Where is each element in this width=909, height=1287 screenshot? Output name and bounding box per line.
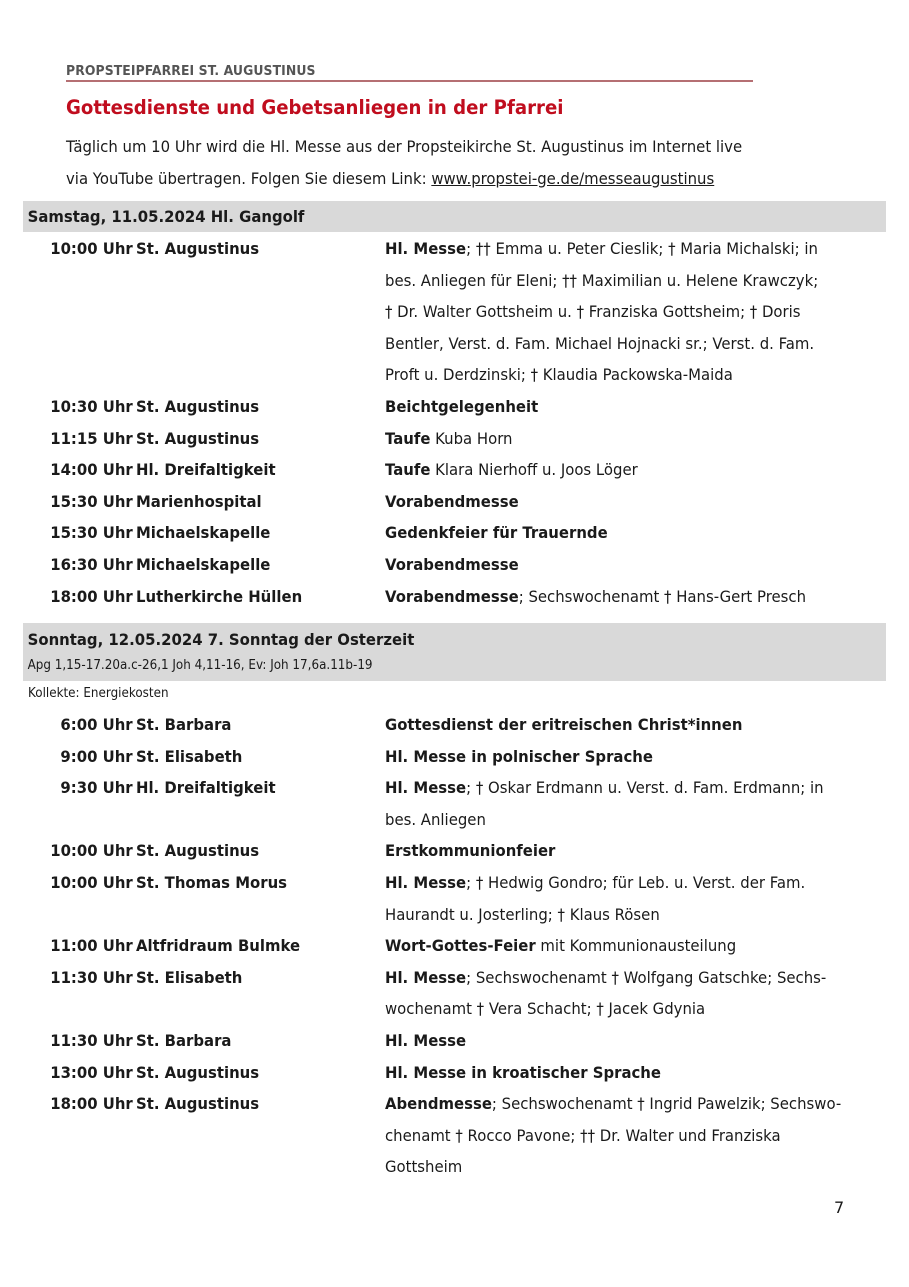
description-line	[385, 391, 850, 423]
schedule-entry	[0, 233, 909, 391]
intro-line-2-text: via YouTube übertragen. Folgen Sie diesem Link:	[66, 168, 432, 188]
entry-place: Michaelskapelle	[136, 554, 271, 574]
intentions-text: ; † Hedwig Gondro; für Leb. u. Verst. der Fam.	[466, 872, 806, 892]
schedule-entry	[0, 581, 909, 613]
schedule-entry	[0, 1088, 909, 1183]
entry-place: St. Augustinus	[136, 396, 260, 416]
service-type: Hl. Messe in polnischer Sprache	[385, 746, 653, 766]
intentions-text: bes. Anliegen für Eleni; †† Maximilian u. Helene Krawczyk;	[385, 270, 819, 290]
entry-time: 14:00 Uhr	[50, 460, 133, 480]
entry-time: 16:30 Uhr	[50, 554, 133, 574]
service-type: Vorabendmesse	[385, 554, 519, 574]
intentions-text: ; Sechswochenamt † Wolfgang Gatschke; Sechs-	[466, 967, 827, 987]
service-type: Hl. Messe	[385, 967, 467, 987]
description-line	[385, 741, 850, 773]
entry-description	[385, 581, 885, 613]
description-line	[385, 423, 850, 455]
description-line	[385, 517, 850, 549]
description-line	[385, 1057, 850, 1089]
description-line	[385, 549, 850, 581]
intro-line-2	[66, 163, 791, 195]
day-heading: Sonntag, 12.05.2024 7. Sonntag der Osterzeit	[27, 630, 415, 649]
service-type: Taufe	[385, 428, 431, 448]
schedule-entry	[0, 486, 909, 518]
entry-description	[385, 1088, 885, 1183]
schedule-entry	[0, 835, 909, 867]
entry-time: 9:30 Uhr	[60, 778, 133, 798]
entry-place: St. Augustinus	[136, 428, 260, 448]
description-line	[385, 265, 850, 297]
entry-place: St. Thomas Morus	[136, 872, 288, 892]
day-readings: Apg 1,15-17.20a.c-26,1 Joh 4,11-16, Ev: Joh 17,6a.11b-19	[27, 658, 373, 673]
entry-description	[385, 454, 885, 486]
service-type: Taufe	[385, 460, 431, 480]
description-line	[385, 359, 850, 391]
entry-time: 11:30 Uhr	[50, 1030, 133, 1050]
entry-place: St. Elisabeth	[136, 967, 243, 987]
entry-place: Hl. Dreifaltigkeit	[136, 460, 276, 480]
schedule-entry	[0, 423, 909, 455]
entry-place: St. Augustinus	[136, 1062, 260, 1082]
service-type: Beichtgelegenheit	[385, 396, 539, 416]
parish-name: PROPSTEIPFARREI ST. AUGUSTINUS	[66, 63, 316, 79]
entry-time: 18:00 Uhr	[50, 586, 133, 606]
description-line	[385, 233, 850, 265]
description-line	[385, 1088, 850, 1120]
intentions-text: bes. Anliegen	[385, 809, 486, 829]
schedule-entry	[0, 1057, 909, 1089]
entry-description	[385, 741, 885, 773]
service-type: Hl. Messe	[385, 778, 467, 798]
description-line	[385, 328, 850, 360]
day-header-sunday	[23, 623, 886, 681]
entry-place: St. Augustinus	[136, 1094, 260, 1114]
entry-time: 15:30 Uhr	[50, 523, 133, 543]
schedule-entry	[0, 391, 909, 423]
entry-time: 9:00 Uhr	[60, 746, 133, 766]
description-line	[385, 1025, 850, 1057]
entry-time: 10:30 Uhr	[50, 396, 133, 416]
intentions-text: Bentler, Verst. d. Fam. Michael Hojnacki sr.; Verst. d. Fam.	[385, 333, 815, 353]
service-type: Hl. Messe in kroatischer Sprache	[385, 1062, 661, 1082]
entry-description	[385, 1025, 885, 1057]
page-title: Gottesdienste und Gebetsanliegen in der Pfarrei	[66, 96, 564, 119]
description-line	[385, 486, 850, 518]
intentions-text: ; Sechswochenamt † Ingrid Pawelzik; Sechswo-	[491, 1094, 842, 1114]
description-line	[385, 804, 850, 836]
entry-place: St. Barbara	[136, 1030, 232, 1050]
entry-description	[385, 835, 885, 867]
entry-time: 11:30 Uhr	[50, 967, 133, 987]
description-line	[385, 581, 850, 613]
description-line	[385, 1151, 850, 1183]
entry-time: 6:00 Uhr	[60, 715, 133, 734]
description-line	[385, 993, 850, 1025]
entry-description	[385, 391, 885, 423]
entry-description	[385, 962, 885, 1025]
description-line	[385, 1120, 850, 1152]
service-type: Wort-Gottes-Feier	[385, 936, 536, 956]
intentions-text: Proft u. Derdzinski; † Klaudia Packowska-Maida	[385, 365, 733, 385]
service-type: Erstkommunionfeier	[385, 841, 556, 861]
schedule-entry	[0, 1025, 909, 1057]
schedule-saturday	[0, 233, 909, 612]
entry-place: Marienhospital	[136, 491, 262, 511]
entry-place: St. Barbara	[136, 715, 232, 734]
description-line	[385, 709, 850, 741]
description-line	[385, 867, 850, 899]
entry-time: 13:00 Uhr	[50, 1062, 133, 1082]
intentions-text: ; † Oskar Erdmann u. Verst. d. Fam. Erdmann; in	[466, 778, 824, 798]
entry-time: 11:00 Uhr	[50, 936, 133, 956]
description-line	[385, 772, 850, 804]
entry-time: 10:00 Uhr	[50, 872, 133, 892]
entry-place: Altfridraum Bulmke	[136, 936, 301, 956]
entry-place: Hl. Dreifaltigkeit	[136, 778, 276, 798]
entry-place: St. Augustinus	[136, 239, 260, 258]
description-line	[385, 454, 850, 486]
service-type: Gedenkfeier für Trauernde	[385, 523, 608, 543]
day-header-saturday	[23, 201, 886, 232]
entry-place: St. Elisabeth	[136, 746, 243, 766]
service-type: Gottesdienst der eritreischen Christ*innen	[385, 715, 743, 734]
intentions-text: Haurandt u. Josterling; † Klaus Rösen	[385, 904, 660, 924]
entry-description	[385, 233, 885, 391]
schedule-entry	[0, 454, 909, 486]
day-heading: Samstag, 11.05.2024 Hl. Gangolf	[27, 207, 305, 226]
service-type: Hl. Messe	[385, 1030, 467, 1050]
entry-time: 18:00 Uhr	[50, 1094, 133, 1114]
schedule-entry	[0, 709, 909, 741]
description-line	[385, 930, 850, 962]
intentions-text: wochenamt † Vera Schacht; † Jacek Gdynia	[385, 999, 706, 1019]
intentions-text: Kuba Horn	[430, 428, 513, 448]
entry-description	[385, 423, 885, 455]
entry-description	[385, 1057, 885, 1089]
entry-time: 10:00 Uhr	[50, 841, 133, 861]
description-line	[385, 296, 850, 328]
entry-place: St. Augustinus	[136, 841, 260, 861]
schedule-entry	[0, 930, 909, 962]
entry-description	[385, 867, 885, 930]
entry-description	[385, 517, 885, 549]
parish-header	[66, 62, 753, 82]
entry-description	[385, 930, 885, 962]
entry-place: Lutherkirche Hüllen	[136, 586, 303, 606]
intentions-text: Gottsheim	[385, 1157, 463, 1177]
intentions-text: ; Sechswochenamt † Hans-Gert Presch	[518, 586, 807, 606]
schedule-sunday	[0, 709, 909, 1183]
service-type: Vorabendmesse	[385, 491, 519, 511]
description-line	[385, 962, 850, 994]
description-line	[385, 899, 850, 931]
intentions-text: chenamt † Rocco Pavone; †† Dr. Walter und Franziska	[385, 1125, 781, 1145]
entry-place: Michaelskapelle	[136, 523, 271, 543]
service-type: Hl. Messe	[385, 872, 467, 892]
entry-description	[385, 486, 885, 518]
schedule-entry	[0, 517, 909, 549]
intentions-text: ; †† Emma u. Peter Cieslik; † Maria Michalski; in	[466, 239, 818, 258]
entry-description	[385, 549, 885, 581]
description-line	[385, 835, 850, 867]
intentions-text: mit Kommunionausteilung	[535, 936, 737, 956]
entry-description	[385, 772, 885, 835]
schedule-entry	[0, 741, 909, 773]
schedule-entry	[0, 962, 909, 1025]
intro-text	[66, 131, 846, 194]
entry-time: 15:30 Uhr	[50, 491, 133, 511]
entry-description	[385, 709, 885, 741]
livestream-link[interactable]: www.propstei-ge.de/messeaugustinus	[431, 168, 715, 188]
schedule-entry	[0, 867, 909, 930]
entry-time: 11:15 Uhr	[50, 428, 133, 448]
intentions-text: Klara Nierhoff u. Joos Löger	[430, 460, 638, 480]
service-type: Abendmesse	[385, 1094, 492, 1114]
collection-note: Kollekte: Energiekosten	[28, 686, 169, 701]
schedule-entry	[0, 772, 909, 835]
entry-time: 10:00 Uhr	[50, 239, 133, 258]
page-number: 7	[834, 1198, 845, 1217]
intro-line-1: Täglich um 10 Uhr wird die Hl. Messe aus der Propsteikirche St. Augustinus im Internet live	[66, 137, 743, 156]
service-type: Hl. Messe	[385, 239, 467, 258]
service-type: Vorabendmesse	[385, 586, 519, 606]
intentions-text: † Dr. Walter Gottsheim u. † Franziska Gottsheim; † Doris	[385, 302, 801, 322]
schedule-entry	[0, 549, 909, 581]
